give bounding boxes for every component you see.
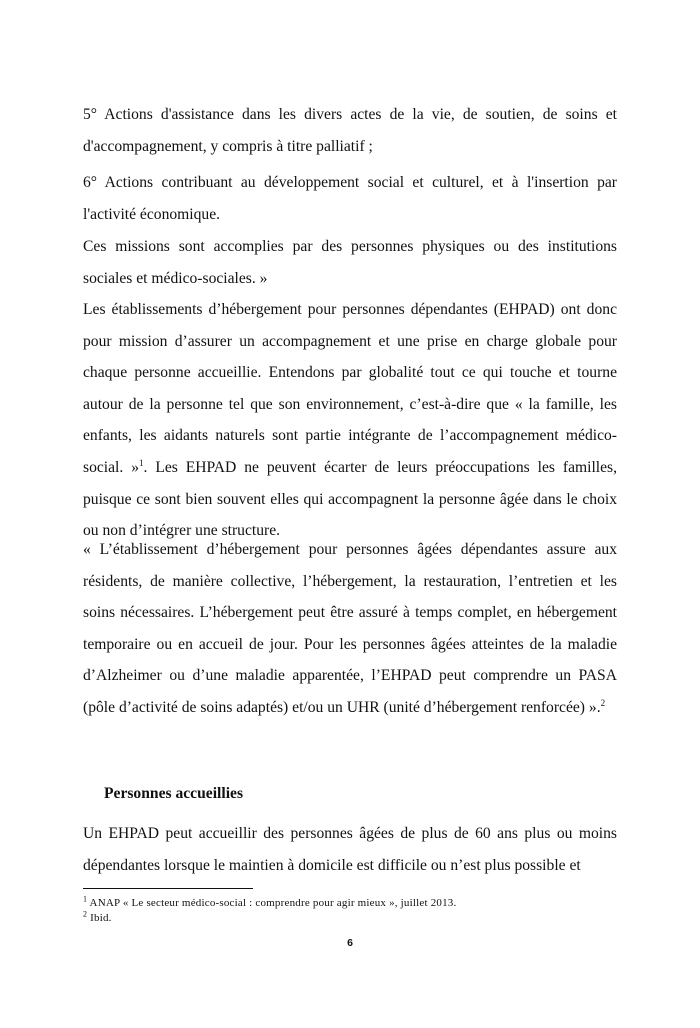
footnote-2-number: 2 <box>83 909 88 919</box>
paragraph-missions: Ces missions sont accomplies par des personnes physiques ou des institutions sociales et médico-sociales. » <box>83 238 617 287</box>
section-heading: Personnes accueillies <box>104 785 244 802</box>
footnote-1-number: 1 <box>83 894 88 904</box>
footnote-ref-2: 2 <box>600 697 606 708</box>
paragraph-ehpad-definition-text: « L’établissement d’hébergement pour personnes âgées dépendantes assure aux résidents, de manière collective, l’hébergement, la restauration, l’entretien et les soins nécessaires. L’hébergement peut être assuré à temps complet, en hébergement temporaire ou en accueil de jour. Pour les personnes âgées atteintes de la maladie d’Alzheimer ou d’une maladie apparentée, l’EHPAD peut comprendre un PASA (pôle d’activité de soins adaptés) et/ou un UHR (unité d’hébergement renforcée) ». <box>83 541 617 716</box>
footnote-ref-1: 1 <box>139 457 144 468</box>
footnote-2-text: Ibid. <box>90 912 112 924</box>
paragraph-actions-assistance: 5° Actions d'assistance dans les divers actes de la vie, de soutien, de soins et d'accompagnement, y compris à titre palliatif ; <box>83 106 617 155</box>
footnote-2 <box>83 911 112 925</box>
footnote-1 <box>83 896 456 910</box>
paragraph-ehpad-mission <box>83 294 617 547</box>
paragraph-ehpad-definition <box>83 534 617 724</box>
footnote-separator <box>83 888 253 889</box>
paragraph-ehpad-mission-text-1: Les établissements d’hébergement pour personnes dépendantes (EHPAD) ont donc pour mission d’assurer un accompagnement et une prise en charge globale pour chaque personne accueillie. Entendons par globalité tout ce qui touche et tourne autour de la personne tel que son environnement, c’est-à-dire que « la famille, les enfants, les aidants naturels sont partie intégrante de l’accompagnement médico-social. » <box>83 301 617 476</box>
paragraph-ehpad-mission-text-2: . Les EHPAD ne peuvent écarter de leurs préoccupations les familles, puisque ce sont bien souvent elles qui accompagnent la personne âgée dans le choix ou non d’intégrer une structure. <box>83 458 618 540</box>
paragraph-actions-developpement: 6° Actions contribuant au développement social et culturel, et à l'insertion par l'activité économique. <box>83 174 617 223</box>
page-number: 6 <box>347 937 353 949</box>
footnote-1-text: ANAP « Le secteur médico-social : comprendre pour agir mieux », juillet 2013. <box>89 897 457 909</box>
paragraph-personnes-accueillies: Un EHPAD peut accueillir des personnes âgées de plus de 60 ans plus ou moins dépendantes lorsque le maintien à domicile est difficile ou n’est plus possible et <box>83 825 617 874</box>
